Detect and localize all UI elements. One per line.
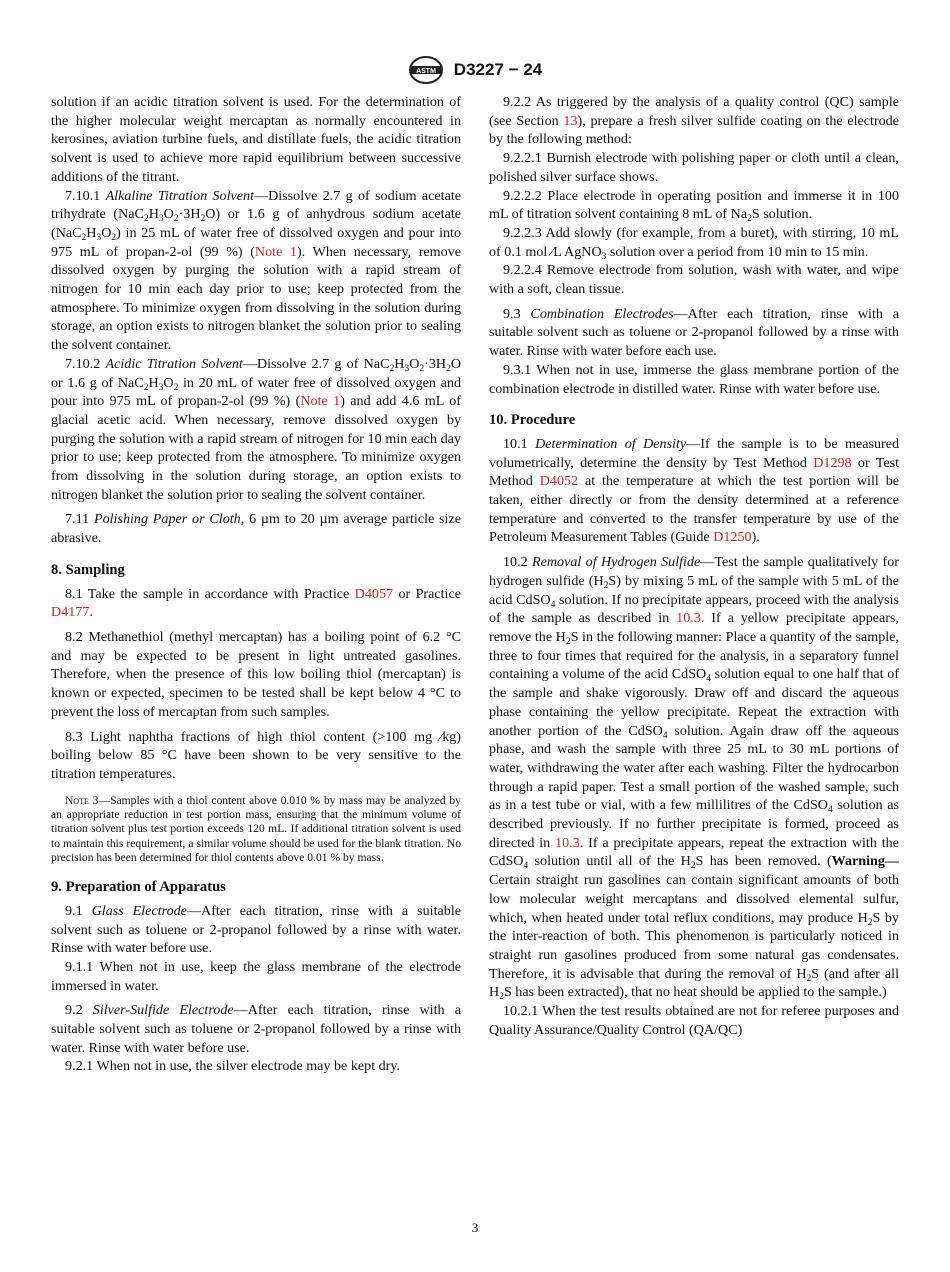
document-designation: D3227 − 24 (453, 60, 543, 79)
paragraph-8-2: 8.2 Methanethiol (methyl mercaptan) has a boiling point of 6.2 °C and may be expected to be present in light untreated gasolines. Therefore, when the presence of this low boiling thiol (mercaptan) is known or expected, specimen to be tested shall be kept below 4 °C to prevent the loss of mercaptan from such samples. (51, 628, 461, 720)
paragraph-7-10-2: 7.10.2 Acidic Titration Solvent—Dissolve 2.7 g of $NaC_2H_3O_2\cdot 3H_2O$ or 1.6 g of $NaC_2H_3O_2$ in 20 mL of water free of dissolved oxygen and pour into 975 mL of propan-2-ol (99 %) (Note 1) and add 4.6 mL of glacial acetic acid. When necessary, remove dissolved oxygen by purging the solution with a rapid stream of nitrogen for 10 min each day prior to use; keep protected from the atmosphere. To minimize oxygen from dissolving in the solution during storage, an option exists to nitrogen blanket the solution prior to sealing the solvent container. (51, 355, 461, 503)
page-number: 3 (471, 1220, 479, 1235)
paragraph-8-1: 8.1 Take the sample in accordance with Practice D4057 or Practice D4177. (51, 585, 461, 621)
d1298-link[interactable]: D1298 (813, 454, 852, 471)
note-1-link[interactable]: Note 1 (254, 243, 297, 260)
paragraph-9-1-1: 9.1.1 When not in use, keep the glass membrane of the electrode immersed in water. (51, 958, 461, 994)
paragraph-7-10-cont: solution if an acidic titration solvent is used. For the determination of the higher molecular weight mercaptan as normally encountered in kerosines, aviation turbine fuels, and distillate fuels, the acidic titration solvent is used to achieve more rapid equilibrium between successive additions of the titrant. (51, 94, 461, 185)
section-10-3-link[interactable]: 10.3 (555, 834, 580, 851)
d4177-link[interactable]: D4177 (51, 604, 90, 621)
section-8-heading: 8. Sampling (51, 561, 125, 578)
section-10-heading: 10. Procedure (489, 412, 576, 429)
paragraph-7-10-1: 7.10.1 Alkaline Titration Solvent—Dissolve 2.7 g of sodium acetate trihydrate $(NaC_2H_3O_2\cdot 3H_2O)$ or 1.6 g of anhydrous sodium acetate $(NaC_2H_3O_2)$ in 25 mL of water free of dissolved oxygen and pour into 975 mL of propan-2-ol (99 %) (Note 1). When necessary, remove dissolved oxygen by purging the solution with a rapid stream of nitrogen for 10 min each day prior to use; keep protected from the atmosphere. To minimize oxygen from dissolving in the solution during storage, an option exists to nitrogen blanket the solution prior to sealing the solvent container. (51, 187, 461, 354)
paragraph-9-2-2: 9.2.2 As triggered by the analysis of a quality control (QC) sample (see Section 13), prepare a fresh silver sulfide coating on the electrode by the following method: (489, 94, 899, 148)
paragraph-7-11: 7.11 Polishing Paper or Cloth, 6 µm to 20 µm average particle size abrasive. (51, 511, 461, 547)
paragraph-9-2-2-2: 9.2.2.2 Place electrode in operating position and immerse it in 100 mL of titration solvent containing 8 mL of $Na_2S$ solution. (489, 187, 899, 225)
paragraph-9-2-1: 9.2.1 When not in use, the silver electrode may be kept dry. (65, 1058, 401, 1075)
paragraph-10-2: 10.2 Removal of Hydrogen Sulfide—Test the sample qualitatively for hydrogen sulfide $(H_2S)$ by mixing 5 mL of the sample with 5 mL of the acid CdSO$_4$ solution. If no precipitate appears, proceed with the analysis of the sample as described in 10.3. If a yellow precipitate appears, remove the $H_2S$ in the following manner: Place a quantity of the sample, three to four times that required for the analysis, in a separatory funnel containing a volume of the acid CdSO$_4$ solution equal to one half that of the sample and shake vigorously. Draw off and discard the aqueous phase containing the yellow precipitate. Repeat the extraction with another portion of the CdSO$_4$ solution. Again draw off the aqueous phase, and wash the sample with three 25 mL to 30 mL portions of water, withdrawing the water after each washing. Filter the hydrocarbon through a rapid paper. Test a small portion of the washed sample, such as in a test tube or vial, with a few millilitres of the CdSO$_4$ solution as described previously. If no further precipitate is formed, proceed as directed in 10.3. If a precipitate appears, repeat the extraction with the CdSO$_4$ solution until all of the $H_2S$ has been removed. (Warning—Certain straight run gasolines can contain significant amounts of both low molecular weight mercaptans and dissolved elemental sulfur, which, when heated under total reflux conditions, may produce $H_2S$ by the inter-reaction of both. This phenomenon is particularly noticed in straight run gasolines produced from some natural gas condensates. Therefore, it is advisable that during the removal of $H_2S$ (and after all $H_2S$ has been extracted), that no heat should be applied to the sample.) (489, 554, 900, 1003)
section-10-3-link[interactable]: 10.3 (676, 610, 701, 627)
paragraph-8-3: 8.3 Light naphtha fractions of high thiol content (>100 mg ⁄kg) boiling below 85 °C have been shown to be very sensitive to the titration temperatures. (51, 728, 461, 782)
right-column (489, 93, 899, 1039)
note-3: Note 3—Samples with a thiol content above 0.010 % by mass may be analyzed by an appropriate reduction in test portion mass, ensuring that the minimum volume of titration solvent plus test portion exceeds 120 mL. If additional titration solvent is used to maintain this requirement, a similar volume should be used for the blank titration. No precision has been determined for thiol contents above 0.01 % by mass. (51, 793, 461, 864)
section-9-heading: 9. Preparation of Apparatus (51, 879, 226, 896)
paragraph-10-1: 10.1 Determination of Density—If the sample is to be measured volumetrically, determine the density by Test Method D1298 or Test Method D4052 at the temperature at which the test portion will be taken, either directly or from the density determined at a reference temperature and converted to the transfer temperature by use of the Petroleum Measurement Tables (Guide D1250). (489, 435, 899, 546)
page-header (0, 55, 950, 85)
paragraph-9-2-2-4: 9.2.2.4 Remove electrode from solution, wash with water, and wipe with a soft, clean tissue. (489, 262, 899, 298)
d4052-link[interactable]: D4052 (539, 473, 579, 490)
paragraph-9-3-1: 9.3.1 When not in use, immerse the glass membrane portion of the combination electrode in distilled water. Rinse with water before use. (489, 361, 899, 397)
paragraph-9-2: 9.2 Silver-Sulfide Electrode—After each titration, rinse with a suitable solvent such as toluene or 2-propanol followed by a rinse with water. Rinse with water before use. (51, 1002, 461, 1056)
warning-label: Warning— (831, 853, 899, 870)
paragraph-9-2-2-3: 9.2.2.3 Add slowly (for example, from a buret), with stirring, 10 mL of 0.1 mol ⁄L AgNO$_3$ solution over a period from 10 min to 15 min. (489, 224, 899, 262)
paragraph-9-2-2-1: 9.2.2.1 Burnish electrode with polishing paper or cloth until a clean, polished silver surface shows. (489, 150, 899, 185)
d1250-link[interactable]: D1250 (713, 529, 752, 546)
astm-logo-icon (408, 55, 444, 85)
svg-text:ASTM: ASTM (415, 68, 436, 75)
paragraph-9-1: 9.1 Glass Electrode—After each titration, rinse with a suitable solvent such as toluene or 2-propanol followed by a rinse with water. Rinse with water before use. (51, 902, 461, 957)
paragraph-10-2-1: 10.2.1 When the test results obtained are not for referee purposes and Quality Assurance/Quality Control (QA/QC) (489, 1003, 899, 1038)
note-1-link[interactable]: Note 1 (300, 393, 341, 410)
left-column (51, 93, 461, 1076)
section-13-link[interactable]: 13 (563, 112, 578, 129)
d4057-link[interactable]: D4057 (354, 585, 394, 602)
paragraph-9-3: 9.3 Combination Electrodes—After each titration, rinse with a suitable solvent such as toluene or 2-propanol followed by a rinse with water. Rinse with water before each use. (489, 305, 899, 360)
